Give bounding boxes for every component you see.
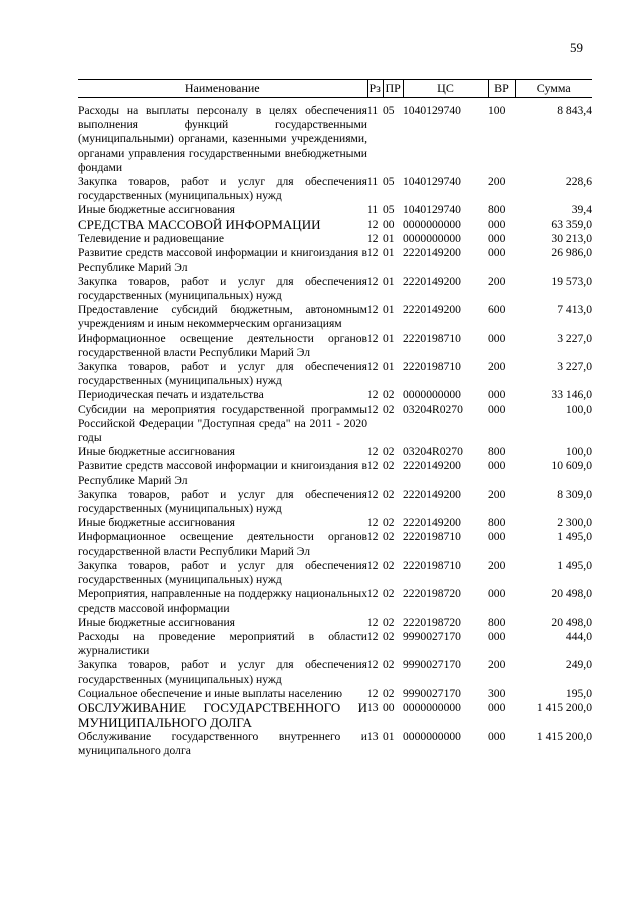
cell-rz: 12 — [367, 587, 379, 601]
cell-name: Телевидение и радиовещание — [78, 232, 225, 246]
cell-vr: 800 — [488, 516, 506, 530]
cell-rz: 11 — [367, 175, 379, 189]
cell-cs: 2220149200 — [403, 516, 461, 530]
cell-cs: 2220149200 — [403, 246, 461, 260]
cell-sum: 20 498,0 — [551, 615, 592, 629]
cell-sum: 20 498,0 — [551, 587, 592, 601]
cell-cs: 03204R0270 — [403, 445, 463, 459]
cell-cs: 2220198710 — [403, 558, 461, 572]
cell-pr: 00 — [383, 700, 395, 714]
cell-cs: 9990027170 — [403, 686, 461, 700]
cell-sum: 63 359,0 — [551, 217, 592, 231]
cell-name: Закупка товаров, работ и услуг для обеспечения государственных (муниципальных) нужд — [78, 487, 367, 516]
table-row — [78, 332, 592, 360]
cell-sum: 8 309,0 — [557, 487, 592, 501]
cell-name: Социальное обеспечение и иные выплаты населению — [78, 686, 343, 700]
cell-vr: 600 — [488, 303, 506, 317]
cell-rz: 12 — [367, 459, 379, 473]
cell-rz: 12 — [367, 217, 379, 231]
cell-rz: 12 — [367, 445, 379, 459]
cell-sum: 249,0 — [565, 658, 592, 672]
cell-pr: 00 — [383, 217, 395, 231]
cell-cs: 0000000000 — [403, 700, 461, 714]
cell-pr: 02 — [383, 487, 395, 501]
cell-sum: 100,0 — [565, 402, 592, 416]
cell-cs: 2220198710 — [403, 360, 461, 374]
cell-cs: 2220149200 — [403, 303, 461, 317]
cell-sum: 10 609,0 — [551, 459, 592, 473]
cell-vr: 200 — [488, 175, 506, 189]
cell-pr: 01 — [383, 730, 395, 744]
header-vr: ВР — [488, 80, 515, 98]
cell-vr: 000 — [488, 232, 506, 246]
cell-vr: 100 — [488, 104, 506, 117]
cell-rz: 12 — [367, 629, 379, 643]
cell-name: Субсидии на мероприятия государственной программы Российской Федерации "Доступная среда" на 2011 - 2020 годы — [78, 402, 367, 445]
table-row — [78, 530, 592, 558]
cell-vr: 000 — [488, 629, 506, 643]
table-row — [78, 275, 592, 303]
cell-pr: 01 — [383, 232, 395, 246]
header-sum: Сумма — [515, 80, 592, 98]
cell-sum: 26 986,0 — [551, 246, 592, 260]
header-name: Наименование — [78, 80, 367, 98]
cell-name: Мероприятия, направленные на поддержку национальных средств массовой информации — [78, 587, 367, 615]
cell-name: Закупка товаров, работ и услуг для обеспечения государственных (муниципальных) нужд — [78, 658, 367, 686]
cell-pr: 05 — [383, 203, 395, 217]
cell-cs: 1040129740 — [403, 175, 461, 189]
cell-rz: 12 — [367, 530, 379, 544]
cell-vr: 800 — [488, 615, 506, 629]
table-row — [78, 388, 592, 402]
cell-rz: 12 — [367, 516, 379, 530]
cell-rz: 12 — [367, 402, 379, 416]
table-header-row — [78, 80, 592, 98]
cell-rz: 13 — [367, 730, 379, 744]
cell-pr: 02 — [383, 658, 395, 672]
cell-name: Информационное освещение деятельности органов государственной власти Республики Марий Эл — [78, 331, 367, 359]
table-row — [78, 246, 592, 274]
cell-sum: 19 573,0 — [551, 274, 592, 288]
cell-name: Развитие средств массовой информации и книгоиздания в Республике Марий Эл — [78, 459, 367, 487]
cell-vr: 300 — [488, 686, 506, 700]
cell-sum: 7 413,0 — [557, 303, 592, 317]
cell-pr: 01 — [383, 274, 395, 288]
cell-cs: 9990027170 — [403, 658, 461, 672]
cell-cs: 2220198710 — [403, 530, 461, 544]
cell-cs: 2220149200 — [403, 274, 461, 288]
cell-name: ОБСЛУЖИВАНИЕ ГОСУДАРСТВЕННОГО И МУНИЦИПАЛЬНОГО ДОЛГА — [78, 699, 367, 730]
cell-vr: 000 — [488, 217, 506, 231]
cell-pr: 05 — [383, 104, 395, 117]
table-row — [78, 516, 592, 530]
cell-vr: 200 — [488, 658, 506, 672]
cell-vr: 000 — [488, 402, 506, 416]
cell-vr: 800 — [488, 203, 506, 217]
cell-pr: 02 — [383, 445, 395, 459]
cell-cs: 03204R0270 — [403, 402, 463, 416]
cell-name: Обслуживание государственного внутреннего и муниципального долга — [78, 730, 367, 758]
cell-sum: 2 300,0 — [557, 516, 592, 530]
cell-sum: 8 843,4 — [557, 104, 592, 117]
header-cs: ЦС — [403, 80, 488, 98]
cell-vr: 200 — [488, 558, 506, 572]
cell-sum: 3 227,0 — [557, 360, 592, 374]
cell-pr: 02 — [383, 516, 395, 530]
cell-rz: 12 — [367, 246, 379, 260]
cell-name: Закупка товаров, работ и услуг для обеспечения государственных (муниципальных) нужд — [78, 360, 367, 388]
cell-name: СРЕДСТВА МАССОВОЙ ИНФОРМАЦИИ — [78, 216, 321, 232]
cell-pr: 02 — [383, 402, 395, 416]
table-row — [78, 488, 592, 516]
table-row — [78, 730, 592, 758]
cell-rz: 12 — [367, 232, 379, 246]
table-body — [78, 98, 592, 759]
cell-cs: 1040129740 — [403, 203, 461, 217]
cell-name: Расходы на выплаты персоналу в целях обеспечения выполнения функций государственными (муниципальными) органами, казенными учреждениями, органами управления государственными внебюджетными фондами — [78, 104, 367, 174]
budget-table — [78, 79, 592, 759]
cell-rz: 13 — [367, 700, 379, 714]
cell-vr: 000 — [488, 530, 506, 544]
cell-sum: 1 495,0 — [557, 558, 592, 572]
cell-name: Иные бюджетные ассигнования — [78, 203, 235, 217]
cell-rz: 12 — [367, 360, 379, 374]
cell-cs: 2220149200 — [403, 487, 461, 501]
cell-pr: 01 — [383, 360, 395, 374]
cell-vr: 000 — [488, 587, 506, 601]
cell-vr: 800 — [488, 445, 506, 459]
cell-sum: 3 227,0 — [557, 331, 592, 345]
cell-name: Расходы на проведение мероприятий в области журналистики — [78, 629, 367, 658]
cell-sum: 444,0 — [565, 629, 592, 643]
header-rz: Рз — [367, 80, 383, 98]
cell-name: Развитие средств массовой информации и книгоиздания в Республике Марий Эл — [78, 246, 367, 274]
cell-cs: 0000000000 — [403, 232, 461, 246]
cell-cs: 2220198720 — [403, 587, 461, 601]
cell-name: Иные бюджетные ассигнования — [78, 615, 235, 629]
cell-name: Закупка товаров, работ и услуг для обеспечения государственных (муниципальных) нужд — [78, 558, 367, 587]
cell-rz: 12 — [367, 615, 379, 629]
cell-rz: 12 — [367, 686, 379, 700]
cell-pr: 01 — [383, 331, 395, 345]
cell-sum: 1 495,0 — [557, 530, 592, 544]
cell-cs: 0000000000 — [403, 217, 461, 231]
cell-rz: 12 — [367, 487, 379, 501]
cell-vr: 200 — [488, 360, 506, 374]
cell-cs: 1040129740 — [403, 104, 461, 117]
cell-sum: 33 146,0 — [551, 388, 592, 402]
cell-vr: 200 — [488, 274, 506, 288]
cell-name: Периодическая печать и издательства — [78, 388, 264, 402]
cell-pr: 02 — [383, 686, 395, 700]
cell-sum: 30 213,0 — [551, 232, 592, 246]
cell-rz: 12 — [367, 388, 379, 402]
page-number: 59 — [570, 40, 583, 55]
cell-cs: 9990027170 — [403, 629, 461, 643]
cell-rz: 12 — [367, 658, 379, 672]
table-row — [78, 360, 592, 388]
cell-pr: 02 — [383, 587, 395, 601]
cell-pr: 02 — [383, 558, 395, 572]
cell-pr: 02 — [383, 615, 395, 629]
cell-vr: 000 — [488, 700, 506, 714]
cell-sum: 100,0 — [565, 445, 592, 459]
table-row — [78, 459, 592, 487]
cell-sum: 228,6 — [565, 175, 592, 189]
cell-name: Закупка товаров, работ и услуг для обеспечения государственных (муниципальных) нужд — [78, 175, 367, 203]
cell-rz: 11 — [367, 203, 379, 217]
cell-name: Иные бюджетные ассигнования — [78, 516, 235, 530]
cell-cs: 0000000000 — [403, 730, 461, 744]
cell-sum: 1 415 200,0 — [536, 730, 592, 744]
cell-name: Иные бюджетные ассигнования — [78, 445, 235, 459]
table-row — [78, 658, 592, 686]
cell-cs: 0000000000 — [403, 388, 461, 402]
cell-cs: 2220198720 — [403, 615, 461, 629]
table-row — [78, 104, 592, 175]
cell-pr: 05 — [383, 175, 395, 189]
cell-cs: 2220149200 — [403, 459, 461, 473]
cell-rz: 11 — [367, 104, 379, 117]
table-row — [78, 587, 592, 615]
cell-name: Предоставление субсидий бюджетным, автономным учреждениям и иным некоммерческим организациям — [78, 303, 367, 331]
table-row — [78, 630, 592, 658]
cell-rz: 12 — [367, 331, 379, 345]
cell-pr: 01 — [383, 303, 395, 317]
cell-name: Закупка товаров, работ и услуг для обеспечения государственных (муниципальных) нужд — [78, 274, 367, 303]
table-row — [78, 445, 592, 459]
table-row — [78, 232, 592, 246]
header-pr: ПР — [383, 80, 403, 98]
cell-cs: 2220198710 — [403, 331, 461, 345]
cell-sum: 1 415 200,0 — [536, 700, 592, 714]
cell-vr: 000 — [488, 459, 506, 473]
table-row — [78, 175, 592, 203]
table-row — [78, 616, 592, 630]
cell-name: Информационное освещение деятельности органов государственной власти Республики Марий Эл — [78, 530, 367, 558]
cell-rz: 12 — [367, 303, 379, 317]
cell-pr: 02 — [383, 530, 395, 544]
cell-rz: 12 — [367, 558, 379, 572]
cell-vr: 000 — [488, 246, 506, 260]
cell-vr: 000 — [488, 388, 506, 402]
cell-vr: 000 — [488, 331, 506, 345]
table-row — [78, 218, 592, 233]
table-row — [78, 701, 592, 730]
table-row — [78, 403, 592, 446]
table-row — [78, 559, 592, 587]
table-row — [78, 203, 592, 217]
cell-pr: 02 — [383, 388, 395, 402]
cell-rz: 12 — [367, 274, 379, 288]
table-row — [78, 303, 592, 331]
cell-pr: 02 — [383, 629, 395, 643]
cell-sum: 39,4 — [571, 203, 592, 217]
table-row — [78, 687, 592, 701]
cell-pr: 02 — [383, 459, 395, 473]
cell-sum: 195,0 — [565, 686, 592, 700]
cell-pr: 01 — [383, 246, 395, 260]
cell-vr: 000 — [488, 730, 506, 744]
cell-vr: 200 — [488, 487, 506, 501]
